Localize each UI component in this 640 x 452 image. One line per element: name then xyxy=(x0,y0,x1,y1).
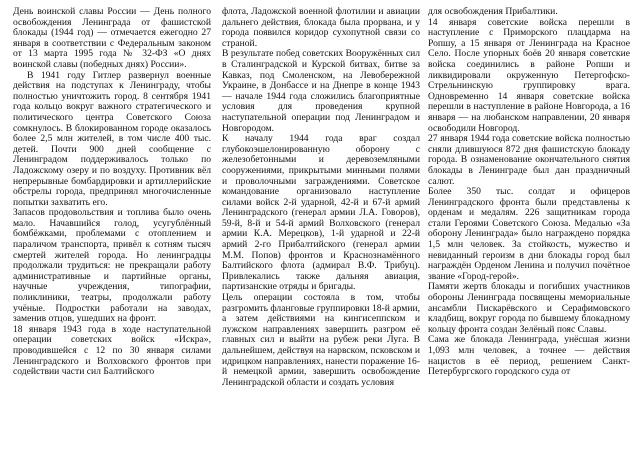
paragraph: К началу 1944 года враг создал глубокоэшелонированную оборону с железобетонными и деревоземляными сооружениями, прикрытыми минными полями и проволочными заграждениями. Советское командование организовало наступление силами войск 2-й ударной, 42-й и 67-й армий Ленинградского (генерал армии Л.А. Говоров), 59-й, 8-й и 54-й армий Волховского (генерал армии К.А. Мерецков), 1-й ударной и 22-й армий 2-го Прибалтийского (генерал армии М.М. Попов) фронтов и Краснознамённого Балтийского флота (адмирал В.Ф. Трибуц). Привлекались также дальняя авиация, партизанские отряды и бригады. xyxy=(222,133,420,293)
paragraph: В 1941 году Гитлер развернул военные действия на подступах к Ленинграду, чтобы полностью уничтожить город. 8 сентября 1941 года кольцо вокруг важного стратегического и политического центра Советского Союза сомкнулось. В блокированном городе оказалось более 2,5 млн жителей, в том числе 400 тыс. детей. Почти 900 дней сообщение с Ленинградом поддерживалось только по Ладожскому озеру и по воздуху. Противник вёл непрерывные бомбардировки и артиллерийские обстрелы города, предпринял многочисленные попытки захватить его. xyxy=(13,69,211,208)
paragraph: День воинской славы России — День полного освобождения Ленинграда от фашистской блокады (1944 год) — отмечается ежегодно 27 января в соответствии с Федеральным законом от 13 марта 1995 года № 32-ФЗ «О днях воинской славы (победных днях) России». xyxy=(13,7,211,70)
paragraph: Памяти жертв блокады и погибших участников обороны Ленинграда посвящены мемориальные ансамбли Пискарёвского и Серафимовского кладбищ, вокруг города по бывшему блокадному кольцу фронта создан Зелёный пояс Славы. xyxy=(428,281,630,335)
paragraph: Цель операции состояла в том, чтобы разгромить фланговые группировки 18-й армии, а затем действиями на кингисеппском и лужском направлениях завершить разгром её главных сил и выйти на рубеж реки Луга. В дальнейшем, действуя на нарвском, псковском и идрицком направлениях, нанести поражение 16-й немецкой армии, завершить освобождение Ленинградской области и создать условия xyxy=(222,292,420,388)
paragraph: Более 350 тыс. солдат и офицеров Ленинградского фронта были представлены к орденам и медалям. 226 защитникам города стали Героями Советского Союза. Медалью «За оборону Ленинграда» было награждено порядка 1,5 млн человек. За стойкость, мужество и невиданный героизм в дни блокады город был награждён Орденом Ленина и получил почётное звание «Город-герой». xyxy=(428,186,630,282)
paragraph: для освобождения Прибалтики. xyxy=(428,7,558,17)
text-column-1 xyxy=(13,7,211,452)
paragraph: Сама же блокада Ленинграда, унёсшая жизни 1,093 млн человек, а точнее — действия нацистов в её период, решением Санкт-Петербургского городского суда от xyxy=(428,334,630,378)
paragraph: Запасов продовольствия и топлива было очень мало. Начавшийся голод, усугублённый бомбёжками, проблемами с отоплением и параличом транспорта, привёл к сотням тысяч смертей жителей города. Но ленинградцы продолжали трудиться: не прекращали работу административные и партийные органы, научные учреждения, типографии, поликлиники, театры, продолжали работу учёные. Подростки работали на заводах, заменив отцов, ушедших на фронт. xyxy=(13,207,211,325)
paragraph: В результате побед советских Вооружённых сил в Сталинградской и Курской битвах, битве за Кавказ, под Смоленском, на Левобережной Украине, в Донбассе и на Днепре в конце 1943 — начале 1944 года сложились благоприятные условия для проведения крупной наступательной операции под Ленинградом и Новгородом. xyxy=(222,48,420,134)
paragraph: 14 января советские войска перешли в наступление с Приморского плацдарма на Ропшу, а 15 января от Ленинграда на Красное Село. После упорных боёв 20 января советские войска соединились в районе Ропши и ликвидировали окруженную Петергофско-Стрельнинскую группировку врага. Одновременно 14 января советские войска перешли в наступление в районе Новгорода, а 16 января — на любанском направлении, 20 января освободили Новгород. xyxy=(428,16,630,134)
text-column-3 xyxy=(428,7,630,452)
paragraph: флота, Ладожской военной флотилии и авиации дальнего действия, блокада была прорвана, и у города появился коридор сухопутной связи со страной. xyxy=(222,7,420,49)
paragraph: 27 января 1944 года советские войска полностью сняли длившуюся 872 дня фашистскую блокаду города. В ознаменование окончательного снятия блокады в Ленинграде был дан праздничный салют. xyxy=(428,133,630,187)
text-column-2 xyxy=(222,7,420,452)
paragraph: 18 января 1943 года в ходе наступательной операции советских войск «Искра», проводившейся с 12 по 30 января силами Ленинградского и Волховского фронтов при содействии части сил Балтийского xyxy=(13,323,211,378)
